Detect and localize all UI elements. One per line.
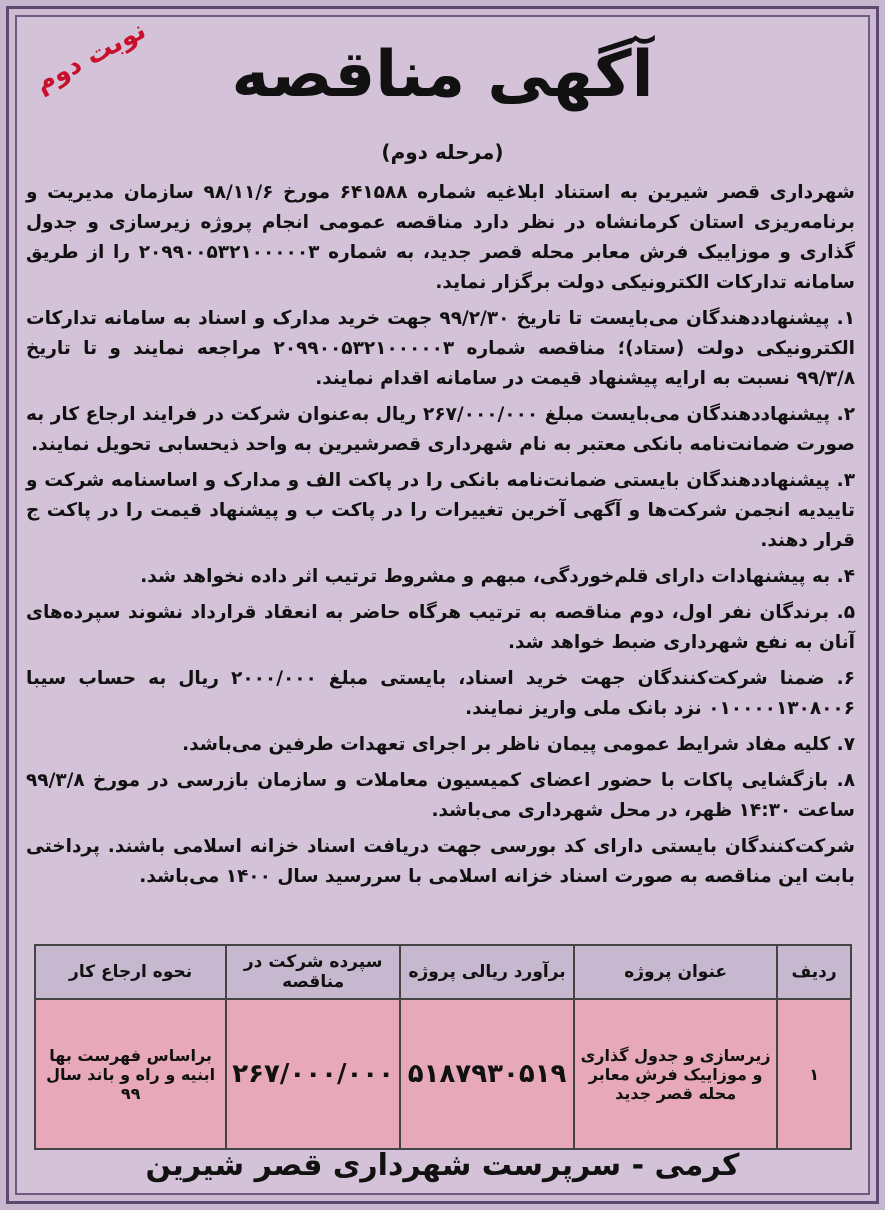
condition-item-3: ۳. پیشنهاددهندگان بایستی ضمانت‌نامه بانکی را در پاکت الف و مدارک و اساسنامه شرکت و تاییدیه انجمن شرکت‌ها و آگهی آخرین تغییرات را در پاکت ب و پیشنهاد قیمت را در پاکت ج قرار دهند. xyxy=(26,470,855,551)
cell-index: ۱ xyxy=(777,999,851,1149)
condition-item-7: ۷. کلیه مفاد شرایط عمومی پیمان ناظر بر اجرای تعهدات طرفین می‌باشد. xyxy=(182,734,855,755)
project-table xyxy=(34,944,852,1150)
header-deposit: سپرده شرکت در مناقصه xyxy=(226,945,400,999)
header-project: عنوان پروژه xyxy=(574,945,777,999)
intro-paragraph: شهرداری قصر شیرین به استناد ابلاغیه شماره ۶۴۱۵۸۸ مورخ ۹۸/۱۱/۶ سازمان مدیریت و برنامه‌ریزی استان کرمانشاه در نظر دارد مناقصه عمومی انجام پروژه زیرسازی و جدول گذاری و موزاییک فرش معابر محله قصر جدید، به شماره ۲۰۹۹۰۰۵۳۲۱۰۰۰۰۰۳ را از طریق سامانه تدارکات الکترونیکی دولت برگزار نماید. xyxy=(26,182,855,293)
cell-method: براساس فهرست بها ابنیه و راه و باند سال ۹۹ xyxy=(35,999,226,1149)
cell-project: زیرسازی و جدول گذاری و موزاییک فرش معابر محله قصر جدید xyxy=(574,999,777,1149)
condition-item-1: ۱. پیشنهاددهندگان می‌بایست تا تاریخ ۹۹/۲/۳۰ جهت خرید مدارک و اسناد به سامانه تدارکات الکترونیکی دولت (ستاد)؛ مناقصه شماره ۲۰۹۹۰۰۵۳۲۱۰۰۰۰۰۳ مراجعه نمایند و تا تاریخ ۹۹/۳/۸ نسبت به ارایه پیشنهاد قیمت در سامانه اقدام نمایند. xyxy=(26,308,855,389)
table-header-row xyxy=(35,945,851,999)
closing-paragraph: شرکت‌کنندگان بایستی دارای کد بورسی جهت دریافت اسناد خزانه اسلامی باشند. پرداختی بابت این مناقصه به صورت اسناد خزانه اسلامی با سررسید سال ۱۴۰۰ می‌باشد. xyxy=(26,836,855,887)
cell-estimate: ۵۱۸۷۹۳۰۵۱۹ xyxy=(400,999,574,1149)
notice-body xyxy=(26,178,855,898)
notice-subtitle: (مرحله دوم) xyxy=(381,140,504,164)
header-method: نحوه ارجاع کار xyxy=(35,945,226,999)
table-row xyxy=(35,999,851,1149)
header-index: ردیف xyxy=(777,945,851,999)
condition-item-6: ۶. ضمنا شرکت‌کنندگان جهت خرید اسناد، بایستی مبلغ ۲۰۰۰/۰۰۰ ریال به حساب سیبا ۰۱۰۰۰۰۱۳۰۸۰۰۶ نزد بانک ملی واریز نمایند. xyxy=(26,668,855,719)
round-badge: نوبت دوم xyxy=(30,15,151,99)
condition-item-8: ۸. بازگشایی پاکات با حضور اعضای کمیسیون معاملات و سازمان بازرسی در مورخ ۹۹/۳/۸ ساعت ۱۴:۳۰ ظهر، در محل شهرداری می‌باشد. xyxy=(26,770,855,821)
notice-title: آگهی مناقصه xyxy=(231,38,654,112)
condition-item-5: ۵. برندگان نفر اول، دوم مناقصه به ترتیب هرگاه حاضر به انعقاد قرارداد نشوند سپرده‌های آنان به نفع شهرداری ضبط خواهد شد. xyxy=(26,602,855,653)
signature: کرمی - سرپرست شهرداری قصر شیرین xyxy=(145,1148,740,1183)
condition-item-2: ۲. پیشنهاددهندگان می‌بایست مبلغ ۲۶۷/۰۰۰/۰۰۰ ریال به‌عنوان شرکت در فرایند ارجاع کار به صورت ضمانت‌نامه بانکی معتبر به نام شهرداری قصرشیرین به واحد ذیحسابی تحویل نمایند. xyxy=(26,404,855,455)
header-estimate: برآورد ریالی پروژه xyxy=(400,945,574,999)
cell-deposit: ۲۶۷/۰۰۰/۰۰۰ xyxy=(226,999,400,1149)
condition-item-4: ۴. به پیشنهادات دارای قلم‌خوردگی، مبهم و مشروط ترتیب اثر داده نخواهد شد. xyxy=(140,566,855,587)
